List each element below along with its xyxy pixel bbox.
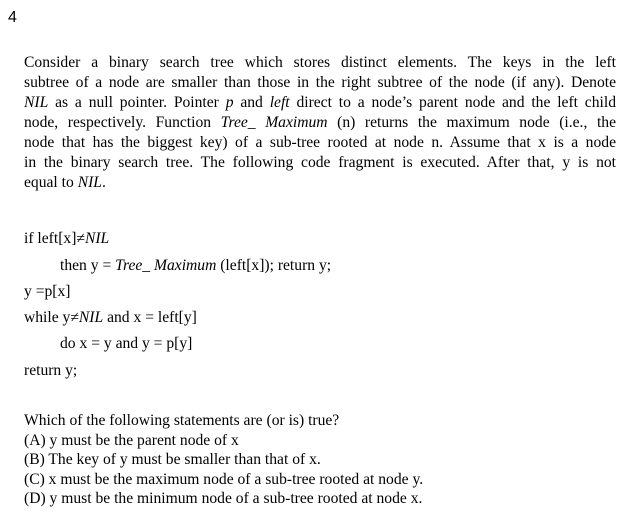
- text-segment: in the binary search tree. The following code fragment is executed. After that, y is not: [24, 154, 616, 171]
- question-number: 4: [8, 9, 17, 26]
- text-segment: .: [101, 174, 106, 191]
- text-segment: y =p[x]: [24, 283, 71, 300]
- text-segment: (n) returns the maximum node (i.e., the: [327, 114, 616, 131]
- italic-term: NIL: [24, 94, 49, 111]
- paragraph-line: [24, 173, 616, 193]
- paragraph-line: [24, 73, 616, 93]
- option-c: (C) x must be the maximum node of a sub-tree rooted at node y.: [24, 470, 424, 488]
- text-segment: return y;: [24, 362, 78, 379]
- text-segment: if left[x]≠: [24, 230, 85, 247]
- text-segment: node, respectively. Function: [24, 114, 221, 131]
- italic-term: NIL: [84, 230, 110, 247]
- paragraph-line: [24, 133, 616, 153]
- code-line: [60, 334, 192, 354]
- option-a: (A) y must be the parent node of x: [24, 431, 239, 449]
- italic-term: Tree_ Maximum: [115, 257, 217, 274]
- italic-term: NIL: [78, 309, 104, 326]
- option-d: (D) y must be the minimum node of a sub-tree rooted at node x.: [24, 490, 423, 507]
- code-line: [24, 361, 77, 381]
- text-segment: do x = y and y = p[y]: [60, 335, 193, 352]
- italic-term: p: [225, 94, 234, 111]
- paragraph-line: [24, 93, 616, 113]
- options-prompt: Which of the following statements are (or is) true?: [24, 412, 340, 429]
- text-segment: equal to: [24, 174, 78, 191]
- paragraph-line: [24, 113, 616, 133]
- text-segment: while y≠: [24, 309, 79, 326]
- italic-term: NIL: [77, 174, 102, 191]
- text-segment: direct to a node’s parent node and the left child: [289, 94, 616, 111]
- text-segment: as a null pointer. Pointer: [48, 94, 226, 111]
- code-line: [60, 256, 331, 276]
- code-line: [24, 229, 109, 249]
- text-segment: Consider a binary search tree which stores distinct elements. The keys in the left: [24, 54, 616, 71]
- answer-options: [24, 411, 423, 509]
- option-b: (B) The key of y must be smaller than that of x.: [24, 451, 321, 468]
- text-segment: and: [233, 94, 270, 111]
- italic-term: left: [269, 94, 290, 111]
- paragraph-line: [24, 53, 616, 73]
- text-segment: subtree of a node are smaller than those in the right subtree of the node (if any). Denote: [24, 74, 616, 91]
- text-segment: node that has the biggest key) of a sub-tree rooted at node n. Assume that x is a node: [24, 134, 616, 151]
- text-segment: (left[x]); return y;: [216, 257, 332, 274]
- code-line: [24, 308, 197, 328]
- question-paragraph: [24, 53, 616, 193]
- italic-term: Tree_ Maximum: [220, 114, 328, 131]
- paragraph-line: [24, 153, 616, 173]
- text-segment: then y =: [60, 257, 116, 274]
- code-line: [24, 282, 70, 302]
- text-segment: and x = left[y]: [103, 309, 197, 326]
